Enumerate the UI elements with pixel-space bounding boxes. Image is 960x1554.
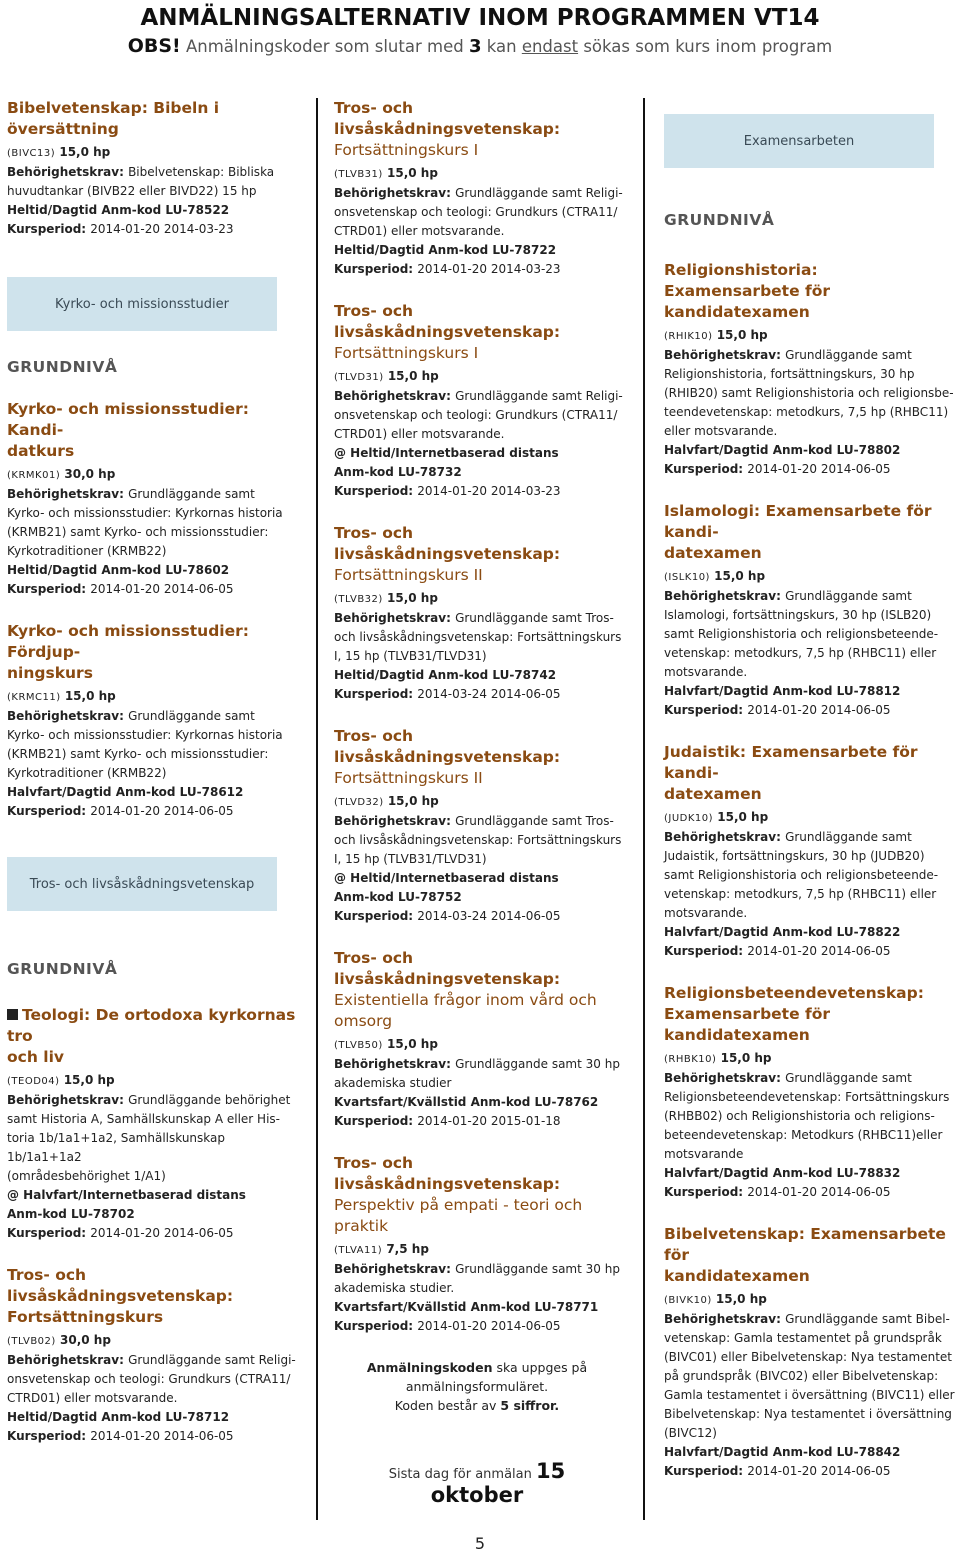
section-box-kyrko: Kyrko- och missionsstudier bbox=[7, 277, 277, 331]
bullet-square-icon bbox=[7, 1009, 18, 1020]
period-label: Kursperiod: bbox=[334, 909, 418, 923]
registration-code: Anm-kod LU-78752 bbox=[334, 890, 462, 904]
period-label: Kursperiod: bbox=[334, 262, 418, 276]
course-period bbox=[664, 1462, 956, 1481]
course-credits: 30,0 hp bbox=[60, 467, 116, 481]
title-line: Tros- och livsåskådningsvetenskap: bbox=[334, 302, 561, 341]
course-period bbox=[664, 701, 956, 720]
title-line: Perspektiv på empati - teori och praktik bbox=[334, 1196, 583, 1235]
req-text: eller motsvarande. bbox=[664, 424, 778, 438]
req-text: Islamologi, fortsättningskurs, 30 hp (ISLB20) bbox=[664, 608, 932, 622]
course-krmk01 bbox=[7, 399, 299, 599]
requirements bbox=[334, 1260, 634, 1279]
course-code-line bbox=[664, 808, 956, 828]
study-mode: @ Heltid/Internetbaserad distans bbox=[334, 446, 559, 460]
course-credits: 15,0 hp bbox=[55, 145, 111, 159]
req-label: Behörighetskrav: bbox=[334, 1057, 456, 1071]
req-text: Kyrko- och missionsstudier: Kyrkornas historia bbox=[7, 506, 283, 520]
course-period bbox=[7, 580, 299, 599]
course-title: Kyrko- och missionsstudier: Kandi- datkurs bbox=[7, 400, 249, 460]
course-credits: 15,0 hp bbox=[711, 1292, 767, 1306]
page-header bbox=[0, 0, 960, 60]
program-note bbox=[0, 33, 960, 60]
req-label: Behörighetskrav: bbox=[664, 1071, 786, 1085]
course-code-line bbox=[334, 589, 634, 609]
course-code: (TEOD04) bbox=[7, 1076, 60, 1087]
req-text: Kyrkotraditioner (KRMB22) bbox=[7, 766, 167, 780]
requirements bbox=[664, 346, 956, 365]
course-period bbox=[7, 220, 299, 239]
study-mode: @ Heltid/Internetbaserad distans bbox=[334, 871, 559, 885]
info-line bbox=[342, 1358, 612, 1377]
req-text: I, 15 hp (TLVB31/TLVD31) bbox=[334, 649, 487, 663]
course-credits: 15,0 hp bbox=[383, 794, 439, 808]
period-value: 2014-03-24 2014-06-05 bbox=[417, 909, 561, 923]
requirements bbox=[334, 812, 634, 831]
requirements bbox=[334, 609, 634, 628]
course-title: Islamologi: Examensarbete för kandi- datexamen bbox=[664, 502, 932, 562]
obs-label: OBS! bbox=[127, 35, 181, 57]
period-value: 2014-01-20 2014-06-05 bbox=[747, 703, 891, 717]
course-judk10 bbox=[664, 742, 956, 961]
req-text: Grundläggande samt bbox=[785, 589, 912, 603]
req-text: Religionshistoria, fortsättningskurs, 30 hp bbox=[664, 367, 915, 381]
course-title: Religionsbeteendevetenskap: Examensarbete för kandidatexamen bbox=[664, 984, 924, 1044]
period-label: Kursperiod: bbox=[7, 1429, 91, 1443]
period-label: Kursperiod: bbox=[7, 222, 91, 236]
course-islk10 bbox=[664, 501, 956, 720]
period-value: 2014-01-20 2014-06-05 bbox=[747, 462, 891, 476]
course-title bbox=[334, 948, 634, 1032]
req-text: Kyrko- och missionsstudier: Kyrkornas historia bbox=[7, 728, 283, 742]
requirements bbox=[334, 184, 634, 203]
req-text: (RHBB02) och Religionshistoria och religions- bbox=[664, 1109, 935, 1123]
req-text: Grundläggande samt Religi- bbox=[455, 186, 623, 200]
req-text: och livsåskådningsvetenskap: Fortsättningskurs bbox=[334, 833, 622, 847]
req-text: (områdesbehörighet 1/A1) bbox=[7, 1169, 166, 1183]
course-period bbox=[664, 1183, 956, 1202]
req-text: Grundläggande samt Religi- bbox=[455, 389, 623, 403]
period-label: Kursperiod: bbox=[7, 1226, 91, 1240]
period-value: 2014-01-20 2014-06-05 bbox=[747, 944, 891, 958]
course-code-line bbox=[334, 367, 634, 387]
page-number: 5 bbox=[474, 1534, 486, 1553]
req-text: onsvetenskap och teologi: Grundkurs (CTRA11/ bbox=[334, 408, 618, 422]
study-mode: Heltid/Dagtid Anm-kod LU-78722 bbox=[334, 243, 557, 257]
requirements bbox=[664, 828, 956, 847]
course-credits: 15,0 hp bbox=[712, 328, 768, 342]
req-text: Grundläggande samt bbox=[785, 1071, 912, 1085]
registration-info bbox=[342, 1358, 612, 1415]
title-line: Tros- och livsåskådningsvetenskap: bbox=[334, 949, 561, 988]
req-text: teendevetenskap: metodkurs, 7,5 hp (RHBC11) bbox=[664, 405, 949, 419]
study-mode: Heltid/Dagtid Anm-kod LU-78712 bbox=[7, 1410, 230, 1424]
course-code-line bbox=[7, 1331, 299, 1351]
course-code-line bbox=[7, 143, 299, 163]
requirements bbox=[7, 485, 299, 504]
req-text: Grundläggande samt 30 hp bbox=[455, 1262, 620, 1276]
course-code: (KRMK01) bbox=[7, 470, 61, 481]
course-period bbox=[664, 942, 956, 961]
req-text: (BIVC01) eller Bibelvetenskap: Nya testamentet bbox=[664, 1350, 952, 1364]
period-label: Kursperiod: bbox=[334, 1319, 418, 1333]
course-title: Judaistik: Examensarbete för kandi- datexamen bbox=[664, 743, 918, 803]
course-title: Kyrko- och missionsstudier: Fördjup- ningskurs bbox=[7, 622, 249, 682]
course-code: (BIVC13) bbox=[7, 148, 56, 159]
req-text: huvudtankar (BIVB22 eller BIVD22) 15 hp bbox=[7, 184, 257, 198]
req-label: Behörighetskrav: bbox=[7, 1353, 129, 1367]
course-period bbox=[334, 907, 634, 926]
course-code-line bbox=[7, 687, 299, 707]
course-code-line bbox=[664, 567, 956, 587]
title-line: Tros- och livsåskådningsvetenskap: bbox=[334, 727, 561, 766]
course-period bbox=[7, 802, 299, 821]
course-period bbox=[7, 1427, 299, 1446]
course-period bbox=[7, 1224, 299, 1243]
requirements bbox=[664, 1069, 956, 1088]
course-tlvb02 bbox=[7, 1265, 299, 1446]
course-code: (RHBK10) bbox=[664, 1054, 717, 1065]
req-text: Grundläggande samt 30 hp bbox=[455, 1057, 620, 1071]
req-text: motsvarande. bbox=[664, 665, 748, 679]
period-label: Kursperiod: bbox=[7, 804, 91, 818]
note-part-b: kan bbox=[481, 37, 522, 56]
req-text: Grundläggande behörighet bbox=[128, 1093, 291, 1107]
course-code: (TLVA11) bbox=[334, 1245, 383, 1256]
column-divider-2 bbox=[643, 98, 645, 1520]
requirements bbox=[334, 1055, 634, 1074]
course-title bbox=[334, 523, 634, 586]
req-text: motsvarande. bbox=[664, 906, 748, 920]
course-tlvb31 bbox=[334, 98, 634, 279]
period-value: 2014-01-20 2015-01-18 bbox=[417, 1114, 561, 1128]
course-code-line bbox=[664, 1049, 956, 1069]
req-label: Behörighetskrav: bbox=[664, 830, 786, 844]
req-text: Grundläggande samt Religi- bbox=[128, 1353, 296, 1367]
column-divider-1 bbox=[316, 98, 318, 1520]
level-heading: GRUNDNIVÅ bbox=[7, 960, 118, 978]
study-mode: Halvfart/Dagtid Anm-kod LU-78812 bbox=[664, 684, 901, 698]
req-text: CTRD01) eller motsvarande. bbox=[334, 224, 505, 238]
course-credits: 15,0 hp bbox=[709, 569, 766, 583]
course-title: Teologi: De ortodoxa kyrkornas tro och liv bbox=[7, 1006, 296, 1066]
period-label: Kursperiod: bbox=[664, 703, 748, 717]
req-text: Grundläggande samt bbox=[785, 348, 912, 362]
course-bivc13 bbox=[7, 98, 299, 239]
course-title bbox=[334, 301, 634, 364]
req-text: Grundläggande samt Tros- bbox=[455, 814, 614, 828]
section-box-examensarbeten: Examensarbeten bbox=[664, 114, 934, 168]
req-text: och livsåskådningsvetenskap: Fortsättningskurs bbox=[334, 630, 622, 644]
req-text: Grundläggande samt Tros- bbox=[455, 611, 614, 625]
course-code: (TLVB32) bbox=[334, 594, 383, 605]
req-text: Grundläggande samt bbox=[128, 487, 255, 501]
period-value: 2014-01-20 2014-03-23 bbox=[417, 262, 561, 276]
period-value: 2014-01-20 2014-06-05 bbox=[90, 1429, 234, 1443]
req-text: onsvetenskap och teologi: Grundkurs (CTRA11/ bbox=[334, 205, 618, 219]
course-credits: 7,5 hp bbox=[382, 1242, 429, 1256]
course-code-line bbox=[334, 792, 634, 812]
req-text: toria 1b/1a1+1a2, Samhällskunskap 1b/1a1+1a2 bbox=[7, 1131, 225, 1164]
study-mode: Heltid/Dagtid Anm-kod LU-78602 bbox=[7, 563, 230, 577]
study-mode: @ Halvfart/Internetbaserad distans bbox=[7, 1188, 246, 1202]
period-value: 2014-01-20 2014-06-05 bbox=[747, 1185, 891, 1199]
period-label: Kursperiod: bbox=[664, 944, 748, 958]
req-label: Behörighetskrav: bbox=[334, 389, 456, 403]
info-bold: 5 siffror. bbox=[500, 1398, 560, 1413]
course-code: (RHIK10) bbox=[664, 331, 713, 342]
period-value: 2014-01-20 2014-06-05 bbox=[90, 1226, 234, 1240]
req-label: Behörighetskrav: bbox=[334, 814, 456, 828]
course-title bbox=[334, 1153, 634, 1237]
req-text: Bibelvetenskap: Bibliska bbox=[128, 165, 275, 179]
req-label: Behörighetskrav: bbox=[7, 487, 129, 501]
course-code: (ISLK10) bbox=[664, 572, 710, 583]
req-text: Grundläggande samt bbox=[785, 830, 912, 844]
period-value: 2014-03-24 2014-06-05 bbox=[417, 687, 561, 701]
title-line: Tros- och livsåskådningsvetenskap: bbox=[334, 524, 561, 563]
course-code: (JUDK10) bbox=[664, 813, 714, 824]
info-bold: Anmälningskoden bbox=[366, 1360, 493, 1375]
course-title: Bibelvetenskap: Bibeln i översättning bbox=[7, 99, 220, 138]
req-label: Behörighetskrav: bbox=[334, 1262, 456, 1276]
course-period bbox=[334, 1112, 634, 1131]
course-title bbox=[334, 726, 634, 789]
title-line: Tros- och livsåskådningsvetenskap: bbox=[334, 99, 561, 138]
course-code-line bbox=[664, 326, 956, 346]
title-line: Fortsättningskurs I bbox=[334, 141, 479, 159]
course-period bbox=[334, 1317, 634, 1336]
study-mode: Kvartsfart/Kvällstid Anm-kod LU-78762 bbox=[334, 1095, 599, 1109]
course-code: (TLVD31) bbox=[334, 372, 384, 383]
note-part-c: sökas som kurs inom program bbox=[578, 37, 833, 56]
course-code-line bbox=[334, 1240, 634, 1260]
req-text: onsvetenskap och teologi: Grundkurs (CTRA11/ bbox=[7, 1372, 291, 1386]
course-title bbox=[334, 98, 634, 161]
req-text: på grundspråk (BIVC02) eller Bibelvetenskap: bbox=[664, 1369, 939, 1383]
course-code: (TLVD32) bbox=[334, 797, 384, 808]
course-credits: 15,0 hp bbox=[713, 810, 769, 824]
req-text: vetenskap: metodkurs, 7,5 hp (RHBC11) eller bbox=[664, 646, 937, 660]
req-label: Behörighetskrav: bbox=[664, 348, 786, 362]
period-label: Kursperiod: bbox=[334, 1114, 418, 1128]
req-label: Behörighetskrav: bbox=[664, 1312, 786, 1326]
course-credits: 15,0 hp bbox=[382, 591, 438, 605]
course-tlva11 bbox=[334, 1153, 634, 1336]
period-label: Kursperiod: bbox=[334, 484, 418, 498]
deadline-date: 15 oktober bbox=[430, 1459, 566, 1507]
course-code: (TLVB50) bbox=[334, 1040, 383, 1051]
req-text: CTRD01) eller motsvarande. bbox=[334, 427, 505, 441]
course-tlvb50 bbox=[334, 948, 634, 1131]
level-heading: GRUNDNIVÅ bbox=[664, 211, 775, 229]
course-period bbox=[334, 482, 634, 501]
period-label: Kursperiod: bbox=[334, 687, 418, 701]
course-tlvb32 bbox=[334, 523, 634, 704]
course-credits: 15,0 hp bbox=[59, 1073, 115, 1087]
registration-code: Anm-kod LU-78702 bbox=[7, 1207, 135, 1221]
period-value: 2014-01-20 2014-06-05 bbox=[90, 804, 234, 818]
requirements bbox=[664, 587, 956, 606]
req-text: (KRMB21) samt Kyrko- och missionsstudier: bbox=[7, 525, 269, 539]
period-label: Kursperiod: bbox=[664, 1185, 748, 1199]
study-mode: Kvartsfart/Kvällstid Anm-kod LU-78771 bbox=[334, 1300, 599, 1314]
course-teod04 bbox=[7, 1005, 299, 1243]
period-value: 2014-01-20 2014-03-23 bbox=[90, 222, 234, 236]
study-mode: Halvfart/Dagtid Anm-kod LU-78802 bbox=[664, 443, 901, 457]
req-text: Kyrkotraditioner (KRMB22) bbox=[7, 544, 167, 558]
course-title: Religionshistoria: Examensarbete för kandidatexamen bbox=[664, 261, 831, 321]
period-label: Kursperiod: bbox=[664, 1464, 748, 1478]
course-tlvd31 bbox=[334, 301, 634, 501]
req-text: samt Historia A, Samhällskunskap A eller His- bbox=[7, 1112, 280, 1126]
note-underlined: endast bbox=[521, 37, 579, 56]
note-digit: 3 bbox=[468, 36, 482, 57]
req-text: Gamla testamentet i översättning (BIVC11) eller bbox=[664, 1388, 955, 1402]
deadline-label: Sista dag för anmälan bbox=[388, 1467, 536, 1482]
req-text: akademiska studier bbox=[334, 1076, 452, 1090]
req-text: Bibelvetenskap: Nya testamentet i översättning bbox=[664, 1407, 952, 1421]
course-title: Tros- och livsåskådningsvetenskap: Fortsättningskurs bbox=[7, 1266, 234, 1326]
period-value: 2014-01-20 2014-06-05 bbox=[417, 1319, 561, 1333]
course-title: Bibelvetenskap: Examensarbete för kandidatexamen bbox=[664, 1225, 946, 1285]
req-text: samt Religionshistoria och religionsbeteende- bbox=[664, 627, 939, 641]
course-credits: 30,0 hp bbox=[55, 1333, 111, 1347]
req-label: Behörighetskrav: bbox=[7, 165, 129, 179]
req-text: Judaistik, fortsättningskurs, 30 hp (JUDB20) bbox=[664, 849, 925, 863]
requirements bbox=[7, 1351, 299, 1370]
req-text: CTRD01) eller motsvarande. bbox=[7, 1391, 178, 1405]
period-label: Kursperiod: bbox=[7, 582, 91, 596]
req-label: Behörighetskrav: bbox=[7, 709, 129, 723]
course-code-line bbox=[664, 1290, 956, 1310]
course-rhik10 bbox=[664, 260, 956, 479]
period-value: 2014-01-20 2014-06-05 bbox=[747, 1464, 891, 1478]
study-mode: Halvfart/Dagtid Anm-kod LU-78822 bbox=[664, 925, 901, 939]
req-text: samt Religionshistoria och religionsbeteende- bbox=[664, 868, 939, 882]
course-credits: 15,0 hp bbox=[382, 1037, 438, 1051]
info-text: Koden består av bbox=[394, 1398, 501, 1413]
column-3 bbox=[664, 98, 956, 1503]
req-label: Behörighetskrav: bbox=[7, 1093, 129, 1107]
note-part-a: Anmälningskoder som slutar med bbox=[180, 37, 469, 56]
req-text: I, 15 hp (TLVB31/TLVD31) bbox=[334, 852, 487, 866]
req-text: (KRMB21) samt Kyrko- och missionsstudier: bbox=[7, 747, 269, 761]
course-credits: 15,0 hp bbox=[60, 689, 116, 703]
req-text: (RHIB20) samt Religionshistoria och religionsbe- bbox=[664, 386, 954, 400]
course-rhbk10 bbox=[664, 983, 956, 1202]
course-krmc11 bbox=[7, 621, 299, 821]
course-code: (KRMC11) bbox=[7, 692, 61, 703]
page-title: ANMÄLNINGSALTERNATIV INOM PROGRAMMEN VT14 bbox=[140, 5, 820, 31]
course-period bbox=[334, 260, 634, 279]
course-bivk10 bbox=[664, 1224, 956, 1481]
period-value: 2014-01-20 2014-06-05 bbox=[90, 582, 234, 596]
level-heading: GRUNDNIVÅ bbox=[7, 358, 118, 376]
study-mode: Halvfart/Dagtid Anm-kod LU-78832 bbox=[664, 1166, 901, 1180]
title-line: Fortsättningskurs II bbox=[334, 769, 483, 787]
info-text: ska uppges på bbox=[492, 1360, 588, 1375]
registration-code: Anm-kod LU-78732 bbox=[334, 465, 462, 479]
info-line bbox=[342, 1396, 612, 1415]
course-code-line bbox=[334, 1035, 634, 1055]
title-line: Tros- och livsåskådningsvetenskap: bbox=[334, 1154, 561, 1193]
course-code: (BIVK10) bbox=[664, 1295, 712, 1306]
requirements bbox=[7, 707, 299, 726]
course-code-line bbox=[334, 164, 634, 184]
req-text: Religionsbeteendevetenskap: Fortsättningskurs bbox=[664, 1090, 950, 1104]
req-text: vetenskap: metodkurs, 7,5 hp (RHBC11) eller bbox=[664, 887, 937, 901]
column-1 bbox=[7, 98, 299, 1468]
req-text: motsvarande bbox=[664, 1147, 744, 1161]
course-code: (TLVB31) bbox=[334, 169, 383, 180]
course-period bbox=[334, 685, 634, 704]
study-mode: Halvfart/Dagtid Anm-kod LU-78842 bbox=[664, 1445, 901, 1459]
title-line: Fortsättningskurs I bbox=[334, 344, 479, 362]
requirements bbox=[7, 1091, 299, 1110]
course-credits: 15,0 hp bbox=[382, 166, 438, 180]
requirements bbox=[334, 387, 634, 406]
column-2 bbox=[334, 98, 634, 1507]
deadline-note bbox=[342, 1459, 612, 1507]
req-text: Grundläggande samt bbox=[128, 709, 255, 723]
title-line: Fortsättningskurs II bbox=[334, 566, 483, 584]
requirements bbox=[664, 1310, 956, 1329]
course-credits: 15,0 hp bbox=[383, 369, 439, 383]
study-mode: Heltid/Dagtid Anm-kod LU-78742 bbox=[334, 668, 557, 682]
period-value: 2014-01-20 2014-03-23 bbox=[417, 484, 561, 498]
req-text: vetenskap: Gamla testamentet på grundspråk bbox=[664, 1331, 942, 1345]
period-label: Kursperiod: bbox=[664, 462, 748, 476]
req-label: Behörighetskrav: bbox=[664, 589, 786, 603]
course-period bbox=[664, 460, 956, 479]
course-tlvd32 bbox=[334, 726, 634, 926]
course-credits: 15,0 hp bbox=[716, 1051, 772, 1065]
req-text: Grundläggande samt Bibel- bbox=[785, 1312, 950, 1326]
req-text: akademiska studier. bbox=[334, 1281, 455, 1295]
study-mode: Heltid/Dagtid Anm-kod LU-78522 bbox=[7, 203, 230, 217]
requirements bbox=[7, 163, 299, 182]
section-box-tros: Tros- och livsåskådningsvetenskap bbox=[7, 857, 277, 911]
req-text: beteendevetenskap: Metodkurs (RHBC11)eller bbox=[664, 1128, 943, 1142]
req-label: Behörighetskrav: bbox=[334, 611, 456, 625]
title-line: Existentiella frågor inom vård och omsorg bbox=[334, 991, 597, 1030]
study-mode: Halvfart/Dagtid Anm-kod LU-78612 bbox=[7, 785, 244, 799]
req-label: Behörighetskrav: bbox=[334, 186, 456, 200]
info-line: anmälningsformuläret. bbox=[405, 1379, 549, 1394]
course-code-line bbox=[7, 1071, 299, 1091]
course-code: (TLVB02) bbox=[7, 1336, 56, 1347]
req-text: (BIVC12) bbox=[664, 1426, 717, 1440]
course-code-line bbox=[7, 465, 299, 485]
